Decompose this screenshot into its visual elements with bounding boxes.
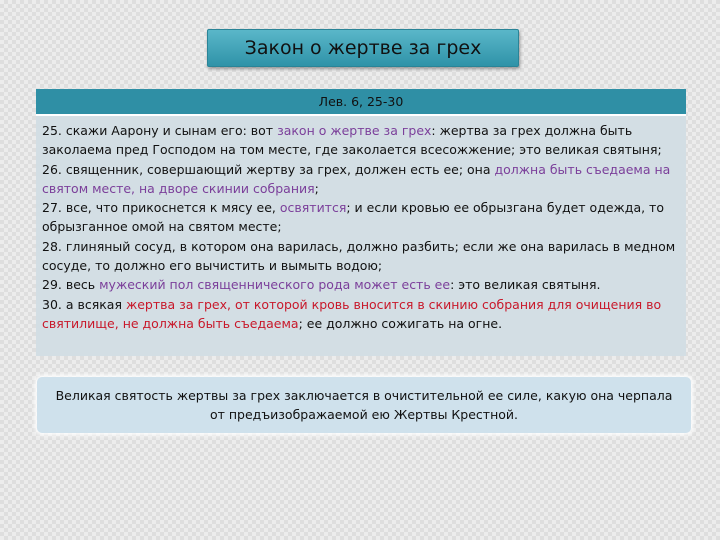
verse-text: 30. а всякая: [42, 296, 126, 312]
conclusion-note-text: Великая святость жертвы за грех заключается в очистительной ее силе, какую она черпала от предъизображаемой ею Жертвы Крестной.: [55, 388, 673, 422]
verse: [42, 237, 680, 276]
verse-text: ; и если кровью ее обрызгана будет одежда, то обрызганное омой на святом месте;: [42, 200, 664, 235]
verse-text: 27. все, что прикоснется к мясу ее,: [42, 200, 280, 216]
verse-text: ; ее должно сожигать на огне.: [298, 315, 503, 331]
verse-text: 28. глиняный сосуд, в котором она варилась, должно разбить; если же она варилась в медном сосуде, то должно его вычистить и вымыть водою;: [42, 238, 676, 274]
verse-text: 29. весь: [42, 277, 100, 293]
verse-text: : это великая святыня.: [450, 277, 601, 293]
scripture-reference: Лев. 6, 25-30: [318, 94, 404, 109]
verse: [42, 295, 680, 334]
verse: [42, 275, 680, 294]
highlighted-text: освятится: [279, 200, 347, 216]
verse-text: 26. священник, совершающий жертву за грех, должен есть ее; она: [42, 161, 495, 177]
verse-text: 25. скажи Аарону и сынам его: вот: [42, 123, 278, 138]
slide-title: [207, 29, 519, 67]
verse: [42, 121, 680, 160]
highlighted-text: закон о жертве за грех: [277, 123, 432, 138]
highlighted-text: мужеский пол священнического рода может есть ее: [99, 277, 451, 293]
scripture-table: [36, 89, 686, 356]
table-header: [36, 89, 686, 114]
verse: [42, 160, 680, 199]
highlighted-text: жертва за грех, от которой кровь вносится в скинию собрания для очищения во святилище, не должна быть съедаема: [42, 296, 662, 331]
conclusion-note: [37, 377, 691, 433]
verse-text: ;: [314, 180, 319, 196]
table-body: [36, 114, 686, 356]
slide-title-text: Закон о жертве за грех: [244, 37, 482, 59]
verse-text: : жертва за грех должна быть заколаема пред Господом на том месте, где заколается всесожжение; это великая святыня;: [42, 123, 662, 158]
highlighted-text: должна быть съедаема на святом месте, на дворе скинии собрания: [42, 161, 671, 196]
verse: [42, 198, 680, 237]
